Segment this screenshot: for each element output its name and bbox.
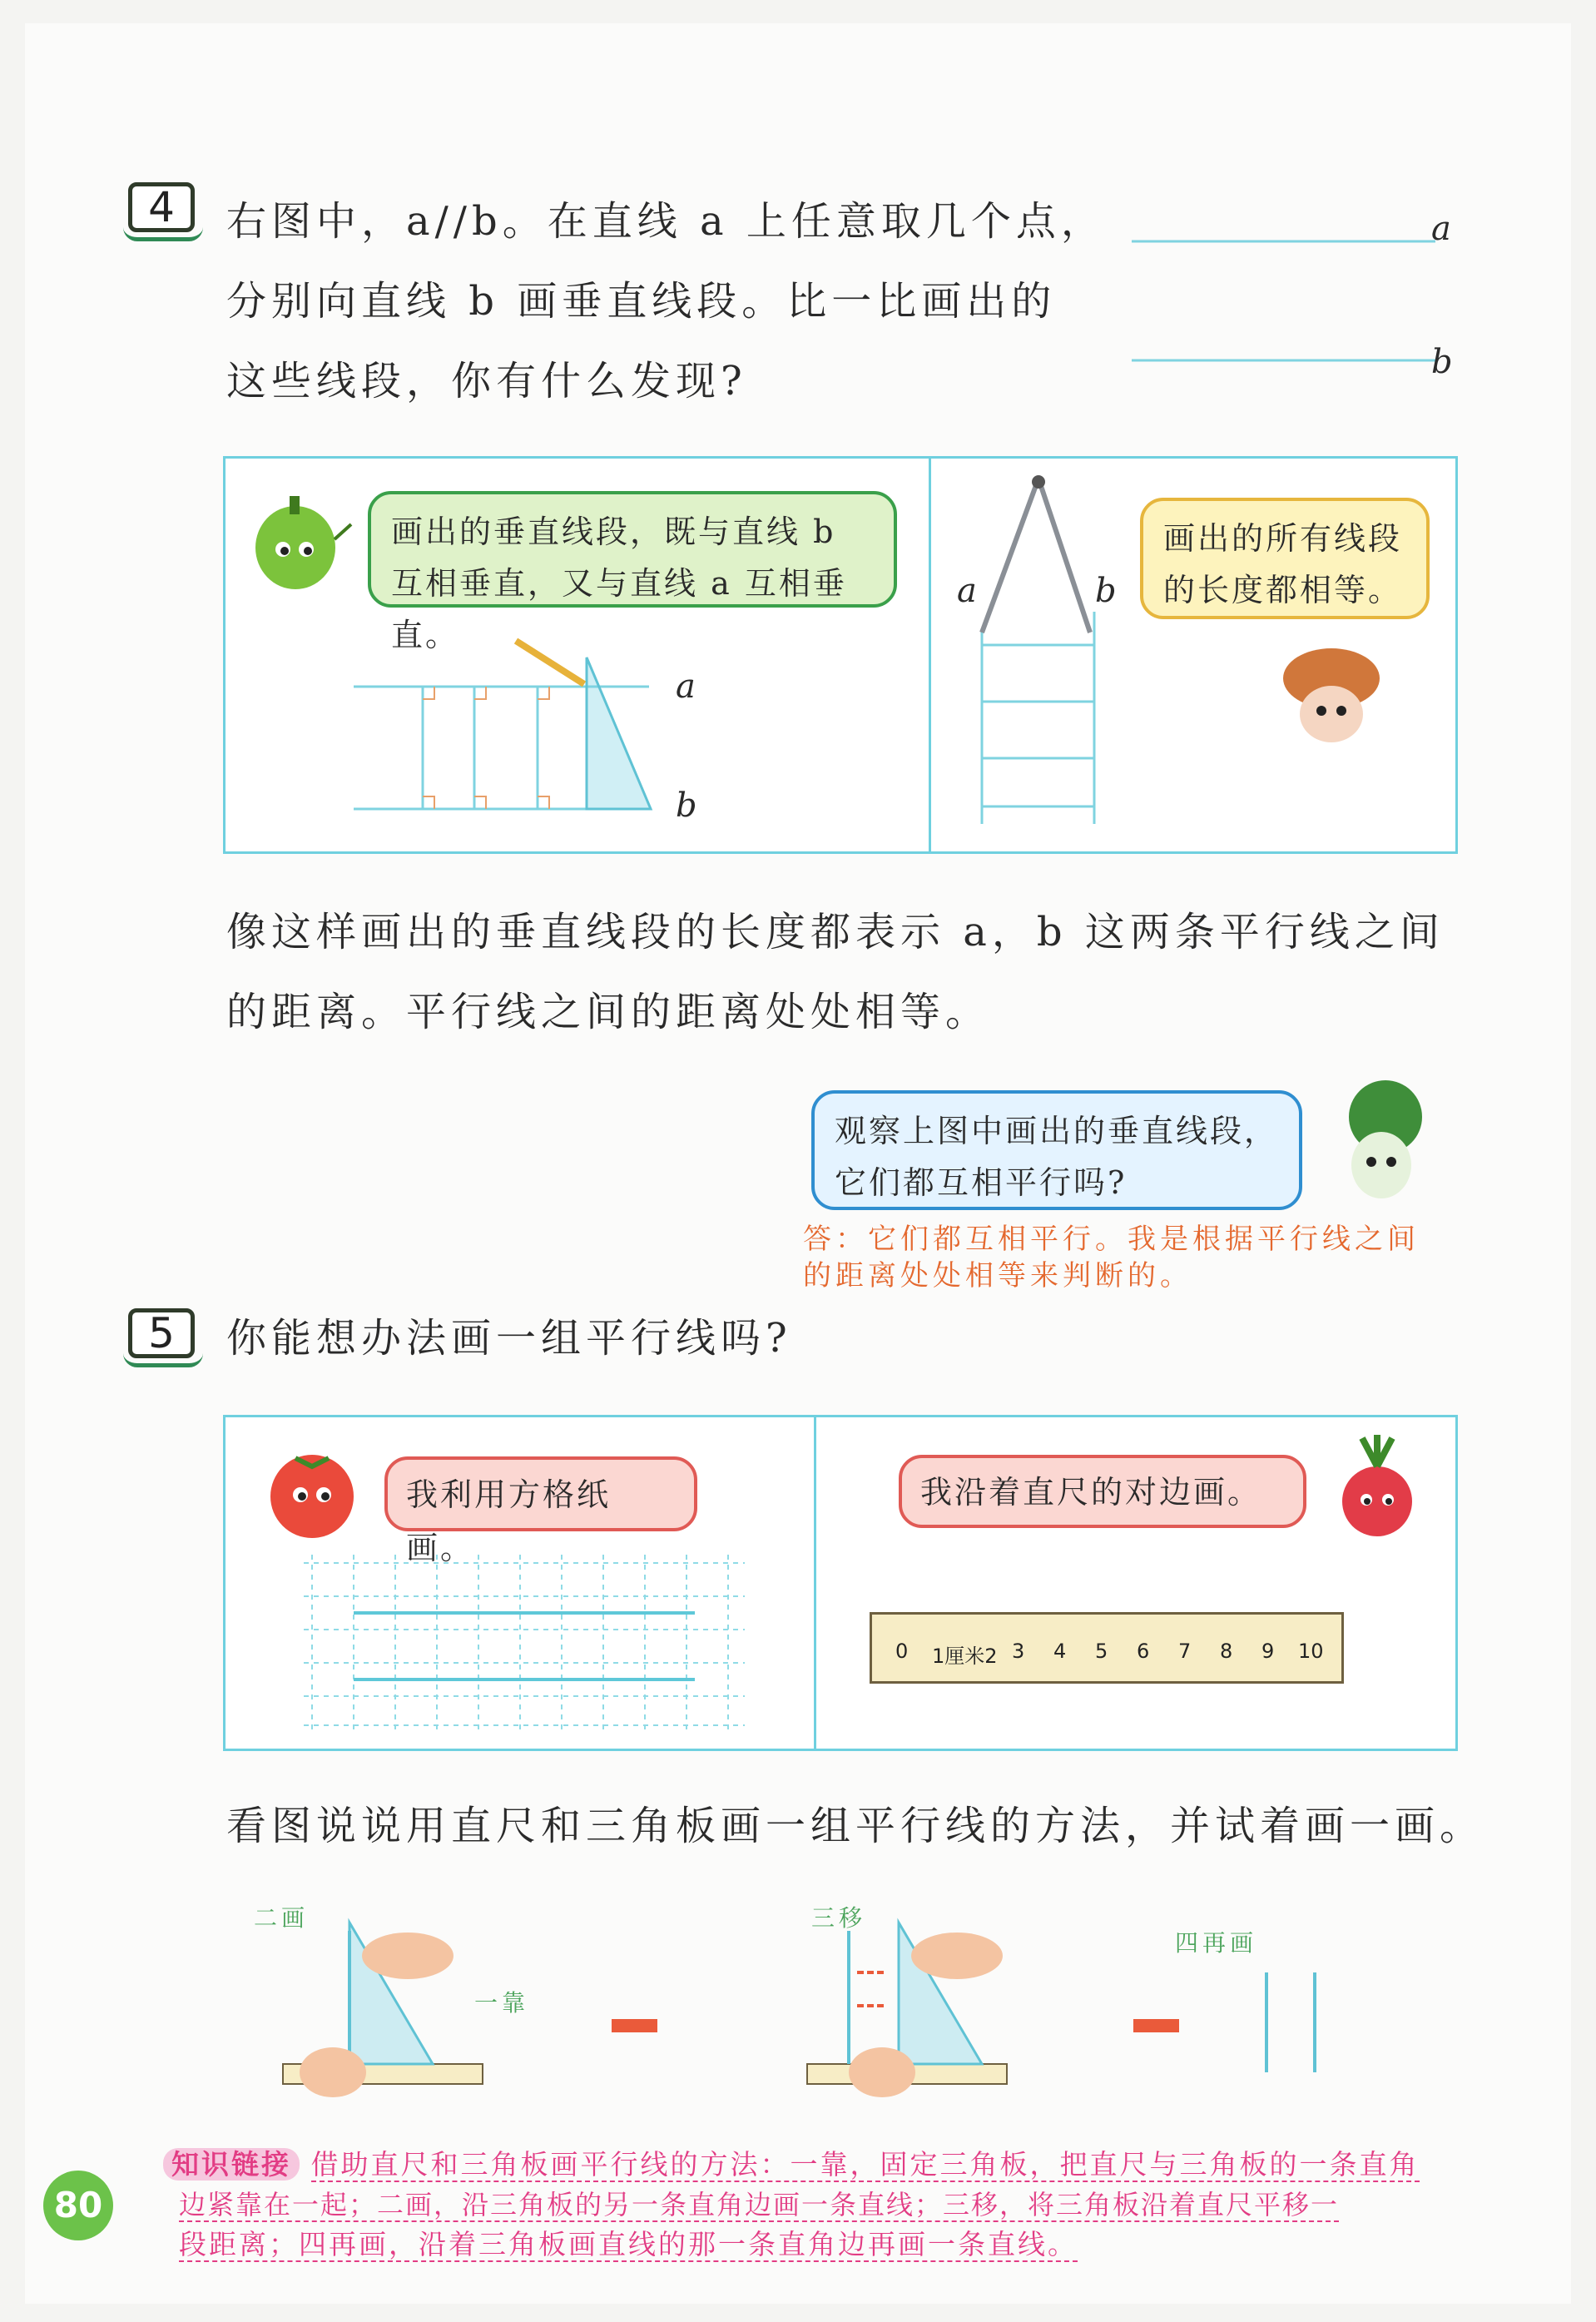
problem-5-text: 你能想办法画一组平行线吗? [226,1315,792,1362]
problem-4-line3: 这些线段，你有什么发现? [226,358,747,404]
step-2-label: 二画 [254,1904,310,1932]
problem-4-line2: 分别向直线 b 画垂直线段。比一比画出的 [226,278,1057,325]
panel-2-bubble-text: 画出的所有线段的长度都相等。 [1163,520,1403,608]
book-icon [123,227,203,241]
knowledge-line1 [163,2146,1420,2184]
conclusion-line2: 的距离。平行线之间的距离处处相等。 [226,989,991,1035]
answer-line2: 的距离处处相等来判断的。 [803,1259,1192,1292]
panel-3-bubble-text: 我利用方格纸画。 [406,1476,612,1566]
ruler-tick-9: 9 [1261,1640,1275,1663]
label-b: b [1431,343,1458,381]
ruler-tick-4: 4 [1053,1640,1067,1663]
knowledge-text-3: 段距离；四再画，沿着三角板画直线的那一条直角边再画一条直线。 [179,2228,1078,2260]
problem-4-number: 4 [128,182,195,232]
knowledge-line3 [179,2225,1078,2264]
panel-3-speech-bubble [384,1456,697,1566]
knowledge-tag: 知识链接 [163,2148,300,2181]
knowledge-text-1: 借助直尺和三角板画平行线的方法：一靠，固定三角板，把直尺与三角板的一条直角 [310,2148,1420,2181]
instruction-text: 看图说说用直尺和三角板画一组平行线的方法，并试着画一画。 [226,1803,1485,1849]
ruler-tick-3: 3 [1012,1640,1025,1663]
question-bubble-text: 观察上图中画出的垂直线段，它们都互相平行吗? [835,1113,1279,1201]
step-1-2-figure [275,1906,491,2097]
conclusion-line1: 像这样画出的垂直线段的长度都表示 a，b 这两条平行线之间 [226,909,1445,955]
ruler-tick-7: 7 [1178,1640,1192,1663]
label-a: a [1431,210,1456,248]
problem-5-badge [123,1305,203,1367]
book-icon [123,1353,203,1367]
panel-2-label-b: b [1095,572,1122,610]
radish-character-icon [1323,1430,1431,1546]
panel-2-label-a: a [957,572,982,610]
panel-divider [814,1415,816,1751]
answer-line1: 答：它们都互相平行。我是根据平行线之间 [803,1223,1420,1256]
grid-paper-figure [295,1555,753,1729]
step-4-label: 四再画 [1175,1929,1258,1957]
ruler-tick-5: 5 [1095,1640,1108,1663]
cabbage-character-icon [1323,1075,1448,1208]
pepper-character-icon [241,489,358,598]
panel-4-speech-bubble [899,1455,1306,1528]
panel-4-bubble-text: 我沿着直尺的对边画。 [920,1474,1262,1511]
step-3-label: 三移 [811,1904,867,1932]
ruler-tick-1: 1厘米2 [932,1645,998,1668]
mushroom-character-icon [1273,641,1390,757]
ruler-tick-0: 0 [895,1640,909,1663]
tomato-character-icon [245,1440,379,1548]
step-1-label: 一靠 [474,1989,530,2017]
ruler [870,1612,1344,1684]
page-number-badge: 80 [43,2171,113,2240]
arrow-icon [1133,2019,1179,2032]
step-3-figure [799,1906,1015,2097]
problem-5-number: 5 [128,1308,195,1358]
problem-4-line1: 右图中，a//b。在直线 a 上任意取几个点， [226,198,1106,245]
panel-1-speech-bubble [368,491,897,653]
panel-1-label-b: b [676,786,702,825]
ruler-tick-8: 8 [1220,1640,1233,1663]
knowledge-text-2: 边紧靠在一起；二画，沿三角板的另一条直角边画一条直线；三移，将三角板沿着直尺平移一 [179,2189,1340,2220]
compass-ladder-figure [957,470,1123,836]
knowledge-line2 [179,2186,1339,2224]
panel-1-label-a: a [676,667,701,706]
panel-divider [929,456,931,854]
question-speech-bubble [811,1090,1302,1210]
parallel-lines-figure [1123,212,1473,379]
arrow-icon [612,2019,657,2032]
panel-2-speech-bubble [1140,498,1430,619]
problem-4-badge [123,179,203,241]
panel-1-bubble-text: 画出的垂直线段，既与直线 b 互相垂直，又与直线 a 互相垂直。 [391,514,847,653]
ruler-tick-10: 10 [1298,1640,1324,1663]
perpendicular-drawing-figure [349,624,699,824]
ruler-tick-6: 6 [1137,1640,1150,1663]
parallel-result-figure [1248,1964,1348,2089]
